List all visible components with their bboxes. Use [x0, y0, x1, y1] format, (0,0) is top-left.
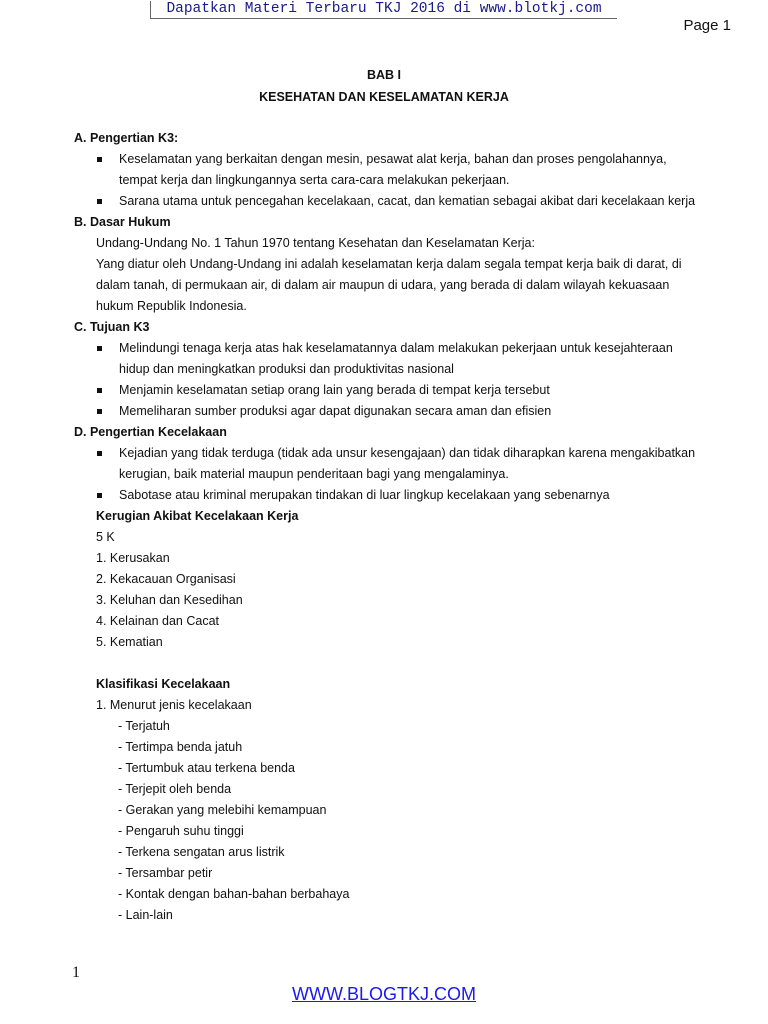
page-label: Page 1: [683, 17, 731, 34]
list-item: - Tertumbuk atau terkena benda: [118, 761, 295, 775]
list-item: - Terjatuh: [118, 719, 170, 733]
paragraph: Yang diatur oleh Undang-Undang ini adalah keselamatan kerja dalam segala tempat kerja baik di darat, di dalam tanah, di permukaan air, di dalam air maupun di udara, yang berada di dalam wilayah kekuasaan hukum Republik Indonesia.: [96, 257, 682, 313]
list-item: - Terjepit oleh benda: [118, 782, 232, 796]
list-item: - Tersambar petir: [118, 866, 213, 880]
list-item: 1. Kerusakan: [96, 551, 170, 565]
chapter-subtitle: KESEHATAN DAN KESELAMATAN KERJA: [259, 90, 509, 104]
section-a-heading: A. Pengertian K3:: [74, 131, 179, 145]
page-number: 1: [72, 964, 80, 981]
paragraph: Undang-Undang No. 1 Tahun 1970 tentang Kesehatan dan Keselamatan Kerja:: [96, 236, 535, 250]
bullet-item: Keselamatan yang berkaitan dengan mesin, pesawat alat kerja, bahan dan proses pengolahannya, tempat kerja dan lingkungannya serta cara-cara melakukan pekerjaan.: [74, 149, 699, 191]
kerugian-intro: 5 K: [96, 530, 115, 544]
bullet-item: Menjamin keselamatan setiap orang lain yang berada di tempat kerja tersebut: [74, 380, 699, 401]
list-item: - Gerakan yang melebihi kemampuan: [118, 803, 327, 817]
klasifikasi-subheading: 1. Menurut jenis kecelakaan: [96, 698, 252, 712]
bullet-item: Kejadian yang tidak terduga (tidak ada unsur kesengajaan) dan tidak diharapkan karena mengakibatkan kerugian, baik material maupun penderitaan bagi yang mengalaminya.: [74, 443, 699, 485]
list-item: - Lain-lain: [118, 908, 173, 922]
section-b-heading: B. Dasar Hukum: [74, 215, 171, 229]
header-banner: Dapatkan Materi Terbaru TKJ 2016 di www.blotkj.com: [150, 1, 617, 19]
section-d-heading: D. Pengertian Kecelakaan: [74, 425, 227, 439]
bullet-item: Sabotase atau kriminal merupakan tindakan di luar lingkup kecelakaan yang sebenarnya: [74, 485, 699, 506]
list-item: 5. Kematian: [96, 635, 163, 649]
klasifikasi-heading: Klasifikasi Kecelakaan: [96, 677, 231, 691]
footer-link[interactable]: WWW.BLOGTKJ.COM: [292, 984, 476, 1004]
chapter-title: BAB I: [366, 68, 402, 82]
list-item: - Pengaruh suhu tinggi: [118, 824, 244, 838]
list-item: - Kontak dengan bahan-bahan berbahaya: [118, 887, 350, 901]
section-c-heading: C. Tujuan K3: [74, 320, 150, 334]
kerugian-heading: Kerugian Akibat Kecelakaan Kerja: [96, 509, 299, 523]
bullet-item: Sarana utama untuk pencegahan kecelakaan, cacat, dan kematian sebagai akibat dari kecelakaan kerja: [74, 191, 699, 212]
bullet-item: Melindungi tenaga kerja atas hak keselamatannya dalam melakukan pekerjaan untuk kesejahteraan hidup dan meningkatkan produksi dan produktivitas nasional: [74, 338, 699, 380]
bullet-item: Memeliharan sumber produksi agar dapat digunakan secara aman dan efisien: [74, 401, 699, 422]
list-item: 4. Kelainan dan Cacat: [96, 614, 220, 628]
spacer: [74, 653, 699, 674]
document-body: [74, 128, 699, 926]
list-item: - Terkena sengatan arus listrik: [118, 845, 285, 859]
list-item: - Tertimpa benda jatuh: [118, 740, 243, 754]
list-item: 3. Keluhan dan Kesedihan: [96, 593, 243, 607]
list-item: 2. Kekacauan Organisasi: [96, 572, 236, 586]
